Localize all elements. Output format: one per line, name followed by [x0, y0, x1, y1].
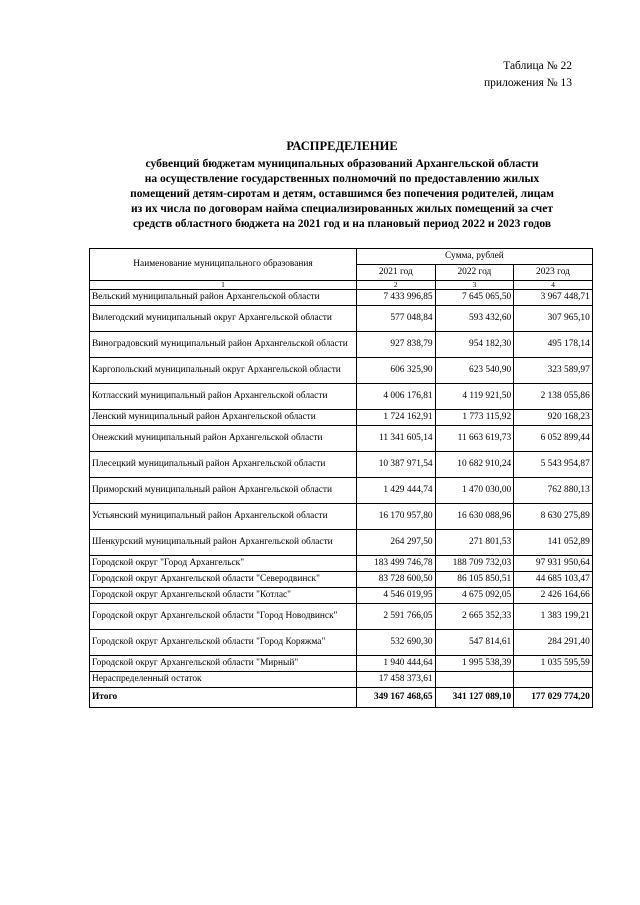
amount-2023: 44 685 103,47 [514, 572, 593, 588]
municipality-name: Вилегодский муниципальный округ Архангельской области [90, 306, 357, 332]
amount-2021: 4 006 176,81 [357, 384, 436, 410]
amount-2023: 5 543 954,87 [514, 452, 593, 478]
municipality-name: Котласский муниципальный район Архангельской области [90, 384, 357, 410]
amount-2022: 10 682 910,24 [435, 452, 514, 478]
municipality-name: Онежский муниципальный район Архангельской области [90, 426, 357, 452]
municipality-name: Городской округ Архангельской области "Мирный" [90, 656, 357, 672]
header-year-2022: 2022 год [435, 265, 514, 281]
amount-2022: 954 182,30 [435, 332, 514, 358]
amount-2021: 577 048,84 [357, 306, 436, 332]
amount-2023: 920 168,23 [514, 410, 593, 426]
amount-2022: 623 540,90 [435, 358, 514, 384]
column-number: 3 [435, 281, 514, 290]
amount-2022: 86 105 850,51 [435, 572, 514, 588]
amount-2022: 1 470 030,00 [435, 478, 514, 504]
table-row [90, 290, 593, 306]
total-row [90, 688, 593, 708]
municipality-name: Городской округ Архангельской области "Северодвинск" [90, 572, 357, 588]
table-row [90, 478, 593, 504]
amount-2023: 6 052 899,44 [514, 426, 593, 452]
amount-2022 [435, 672, 514, 688]
amount-2023: 1 035 595,59 [514, 656, 593, 672]
document-title [90, 138, 594, 232]
amount-2021: 4 546 019,95 [357, 588, 436, 604]
amount-2022: 547 814,61 [435, 630, 514, 656]
table-row [90, 672, 593, 688]
table-row [90, 588, 593, 604]
amount-2022: 593 432,60 [435, 306, 514, 332]
table-row [90, 332, 593, 358]
amount-2021: 83 728 600,50 [357, 572, 436, 588]
amount-2021: 11 341 605,14 [357, 426, 436, 452]
table-row [90, 504, 593, 530]
distribution-table [89, 248, 593, 708]
table-reference [484, 58, 572, 92]
amount-2021: 927 838,79 [357, 332, 436, 358]
amount-2021: 10 387 971,54 [357, 452, 436, 478]
title-line: субвенций бюджетам муниципальных образований Архангельской области [145, 158, 539, 170]
table-row [90, 452, 593, 478]
amount-2023: 495 178,14 [514, 332, 593, 358]
table-row [90, 572, 593, 588]
municipality-name: Шенкурский муниципальный район Архангельской области [90, 530, 357, 556]
amount-2022: 7 645 065,50 [435, 290, 514, 306]
municipality-name: Плесецкий муниципальный район Архангельской области [90, 452, 357, 478]
table-row [90, 426, 593, 452]
title-line: из их числа по договорам найма специализированных жилых помещений за счет [131, 203, 553, 215]
amount-2021: 1 429 444,74 [357, 478, 436, 504]
amount-2023: 141 052,89 [514, 530, 593, 556]
amount-2022: 4 675 092,05 [435, 588, 514, 604]
municipality-name: Устьянский муниципальный район Архангельской области [90, 504, 357, 530]
amount-2022: 4 119 921,50 [435, 384, 514, 410]
total-2021: 349 167 468,65 [357, 688, 436, 708]
amount-2023: 3 967 448,71 [514, 290, 593, 306]
amount-2023: 97 931 950,64 [514, 556, 593, 572]
table-row [90, 410, 593, 426]
amount-2023: 1 383 199,21 [514, 604, 593, 630]
municipality-name: Городской округ "Город Архангельск" [90, 556, 357, 572]
municipality-name: Городской округ Архангельской области "Город Коряжма" [90, 630, 357, 656]
amount-2022: 1 773 115,92 [435, 410, 514, 426]
amount-2023: 2 138 055,86 [514, 384, 593, 410]
appendix-number: приложения № 13 [484, 77, 572, 89]
municipality-name: Нераспределенный остаток [90, 672, 357, 688]
amount-2023: 307 965,10 [514, 306, 593, 332]
amount-2023: 2 426 164,66 [514, 588, 593, 604]
amount-2022: 188 709 732,03 [435, 556, 514, 572]
amount-2023 [514, 672, 593, 688]
header-year-2023: 2023 год [514, 265, 593, 281]
amount-2022: 1 995 538,39 [435, 656, 514, 672]
amount-2023: 762 880,13 [514, 478, 593, 504]
municipality-name: Городской округ Архангельской области "Котлас" [90, 588, 357, 604]
table-row [90, 556, 593, 572]
amount-2021: 16 170 957,80 [357, 504, 436, 530]
table-number: Таблица № 22 [503, 60, 572, 72]
title-line: средств областного бюджета на 2021 год и на плановый период 2022 и 2023 годов [132, 218, 552, 230]
amount-2021: 7 433 996,85 [357, 290, 436, 306]
amount-2021: 532 690,30 [357, 630, 436, 656]
amount-2021: 606 325,90 [357, 358, 436, 384]
title-line: помещений детям-сиротам и детям, оставшимся без попечения родителей, лицам [130, 188, 554, 200]
header-year-2021: 2021 год [357, 265, 436, 281]
table-row [90, 630, 593, 656]
municipality-name: Приморский муниципальный район Архангельской области [90, 478, 357, 504]
table-row [90, 530, 593, 556]
municipality-name: Каргопольский муниципальный округ Архангельской области [90, 358, 357, 384]
amount-2021: 17 458 373,61 [357, 672, 436, 688]
table-row [90, 604, 593, 630]
total-2023: 177 029 774,20 [514, 688, 593, 708]
title-heading: РАСПРЕДЕЛЕНИЕ [286, 139, 398, 153]
amount-2022: 11 663 619,73 [435, 426, 514, 452]
amount-2022: 16 630 088,96 [435, 504, 514, 530]
table-row [90, 384, 593, 410]
table-row [90, 306, 593, 332]
amount-2022: 2 665 352,33 [435, 604, 514, 630]
column-number: 2 [357, 281, 436, 290]
municipality-name: Ленский муниципальный район Архангельской области [90, 410, 357, 426]
total-label: Итого [90, 688, 357, 708]
column-number: 1 [90, 281, 357, 290]
amount-2023: 323 589,97 [514, 358, 593, 384]
header-name: Наименование муниципального образования [90, 249, 357, 281]
amount-2021: 1 940 444,64 [357, 656, 436, 672]
amount-2021: 2 591 766,05 [357, 604, 436, 630]
amount-2023: 8 630 275,89 [514, 504, 593, 530]
total-2022: 341 127 089,10 [435, 688, 514, 708]
table-row [90, 656, 593, 672]
amount-2021: 264 297,50 [357, 530, 436, 556]
column-number: 4 [514, 281, 593, 290]
municipality-name: Городской округ Архангельской области "Город Новодвинск" [90, 604, 357, 630]
amount-2023: 284 291,40 [514, 630, 593, 656]
amount-2021: 1 724 162,91 [357, 410, 436, 426]
municipality-name: Вельский муниципальный район Архангельской области [90, 290, 357, 306]
municipality-name: Виноградовский муниципальный район Архангельской области [90, 332, 357, 358]
amount-2021: 183 499 746,78 [357, 556, 436, 572]
header-sum: Сумма, рублей [357, 249, 593, 265]
table-row [90, 358, 593, 384]
title-line: на осуществление государственных полномочий по предоставлению жилых [144, 173, 540, 185]
amount-2022: 271 801,53 [435, 530, 514, 556]
